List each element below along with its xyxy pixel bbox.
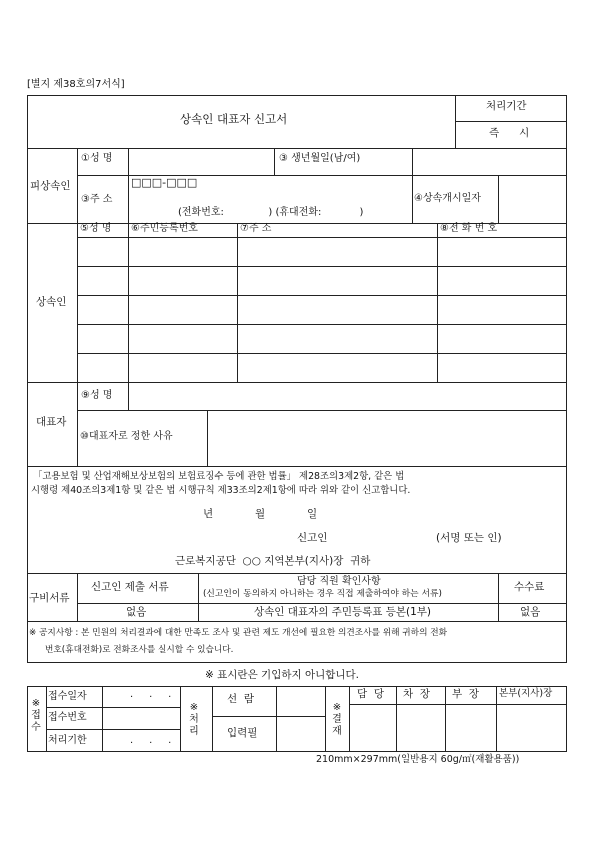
reporter-label: 신고인 xyxy=(297,532,328,544)
staff-check-subheader: (신고인이 동의하지 아니하는 경우 직접 제출하여야 하는 서류) xyxy=(203,589,442,599)
staff-check-value: 상속인 대표자의 주민등록표 등본(1부) xyxy=(254,606,432,618)
form-title: 상속인 대표자 신고서 xyxy=(180,112,288,126)
receipt-date-label: 접수일자 xyxy=(48,691,87,702)
heir-row-4-phone-field[interactable] xyxy=(438,325,565,352)
office-use-note: ※ 표시란은 기입하지 아니합니다. xyxy=(205,669,360,681)
heir-row-4-name-field[interactable] xyxy=(78,325,127,352)
receipt-no-field[interactable] xyxy=(103,708,179,728)
postal-code-boxes: □□□-□□□ xyxy=(131,176,198,189)
approval-label: ※결재 xyxy=(332,702,342,737)
notice-line-2: 번호(휴대전화)로 전화조사를 실시할 수 있습니다. xyxy=(45,645,234,655)
deadline-value: . . . xyxy=(130,735,172,746)
date-year-label: 년 xyxy=(203,508,214,520)
signature-label: (서명 또는 인) xyxy=(436,532,502,544)
documents-section-label: 구비서류 xyxy=(29,592,70,604)
heir-row-2-resident-no-field[interactable] xyxy=(129,267,236,294)
approval-col-manager: 부 장 xyxy=(452,688,479,700)
decedent-section-label: 피상속인 xyxy=(30,180,71,192)
approval-col-staff: 담 당 xyxy=(357,688,384,700)
form-label: [별지 제38호의7서식] xyxy=(27,79,125,90)
heir-row-3-name-field[interactable] xyxy=(78,296,127,323)
heir-row-1-phone-field[interactable] xyxy=(438,238,565,265)
processing-period-value: 즉 시 xyxy=(489,127,530,139)
heir-row-5-name-field[interactable] xyxy=(78,354,127,381)
heirs-col-phone: ⑧전 화 번 호 xyxy=(440,223,498,234)
decedent-birth-field[interactable] xyxy=(413,149,566,174)
receipt-date-value: . . . xyxy=(130,689,172,700)
heir-row-2-phone-field[interactable] xyxy=(438,267,565,294)
inheritance-start-label: ④상속개시일자 xyxy=(414,193,481,204)
representative-name-label: ⑨성 명 xyxy=(81,390,113,401)
approval-col-deputy: 차 장 xyxy=(403,688,430,700)
representative-reason-label: ⑩대표자로 정한 사유 xyxy=(80,431,173,442)
heir-row-5-resident-no-field[interactable] xyxy=(129,354,236,381)
processing-label: ※처리 xyxy=(189,702,199,737)
representative-section-label: 대표자 xyxy=(36,416,67,428)
heirs-section-label: 상속인 xyxy=(36,296,67,308)
heir-row-1-name-field[interactable] xyxy=(78,238,127,265)
decedent-phone-line: (전화번호: ) (휴대전화: ) xyxy=(178,207,364,218)
heir-row-2-name-field[interactable] xyxy=(78,267,127,294)
declaration-line-1: 「고용보험 및 산업재해보상보험의 보험료징수 등에 관한 법률」 제28조의3제2항, 같은 법 xyxy=(33,471,405,482)
approval-col-head: 본부(지사)장 xyxy=(499,688,553,699)
input-done-label: 입력필 xyxy=(227,727,258,739)
decedent-name-field[interactable] xyxy=(129,149,273,174)
heir-row-5-address-field[interactable] xyxy=(238,354,436,381)
notice-line-1: ※ 공지사항 : 본 민원의 처리결과에 대한 만족도 조사 및 관련 제도 개선에 필요한 의견조사를 위해 귀하의 전화 xyxy=(29,628,448,638)
heir-row-3-phone-field[interactable] xyxy=(438,296,565,323)
reporter-signature-field[interactable] xyxy=(345,528,433,546)
heir-row-1-resident-no-field[interactable] xyxy=(129,238,236,265)
declaration-line-2: 시행령 제40조의3제1항 및 같은 법 시행규칙 제33조의2제1항에 따라 위와 같이 신고합니다. xyxy=(31,485,411,496)
processing-period-label: 처리기간 xyxy=(486,100,527,112)
representative-reason-field[interactable] xyxy=(208,411,566,465)
heir-row-4-resident-no-field[interactable] xyxy=(129,325,236,352)
deadline-label: 처리기한 xyxy=(48,735,87,746)
decedent-name-label: ①성 명 xyxy=(81,153,113,164)
decedent-address-field[interactable] xyxy=(129,190,411,204)
decedent-address-label: ③주 소 xyxy=(81,194,113,205)
heir-row-3-address-field[interactable] xyxy=(238,296,436,323)
paper-spec: 210mm×297mm(일반용지 60g/㎡(재활용품)) xyxy=(316,754,520,765)
heirs-col-resident-no: ⑥주민등록번호 xyxy=(131,223,198,234)
applicant-docs-header: 신고인 제출 서류 xyxy=(91,581,169,593)
representative-name-field[interactable] xyxy=(129,383,566,409)
decedent-birth-label: ③ 생년월일(남/여) xyxy=(279,153,361,164)
inheritance-start-field[interactable] xyxy=(499,176,566,222)
date-month-label: 월 xyxy=(255,508,266,520)
heir-row-4-address-field[interactable] xyxy=(238,325,436,352)
fee-value: 없음 xyxy=(520,606,541,618)
addressee: 근로복지공단 ○○ 지역본부(지사)장 귀하 xyxy=(175,555,371,567)
heir-row-2-address-field[interactable] xyxy=(238,267,436,294)
heirs-col-name: ⑤성 명 xyxy=(80,223,112,234)
review-label: 선 람 xyxy=(227,693,254,705)
heir-row-5-phone-field[interactable] xyxy=(438,354,565,381)
staff-check-header: 담당 직원 확인사항 xyxy=(297,576,381,587)
receipt-no-label: 접수번호 xyxy=(48,712,87,723)
applicant-docs-value: 없음 xyxy=(126,606,147,618)
receipt-label: ※접수 xyxy=(31,698,41,733)
heir-row-1-address-field[interactable] xyxy=(238,238,436,265)
heirs-col-address: ⑦주 소 xyxy=(240,223,272,234)
fee-header: 수수료 xyxy=(514,581,545,593)
date-day-label: 일 xyxy=(307,508,318,520)
heir-row-3-resident-no-field[interactable] xyxy=(129,296,236,323)
